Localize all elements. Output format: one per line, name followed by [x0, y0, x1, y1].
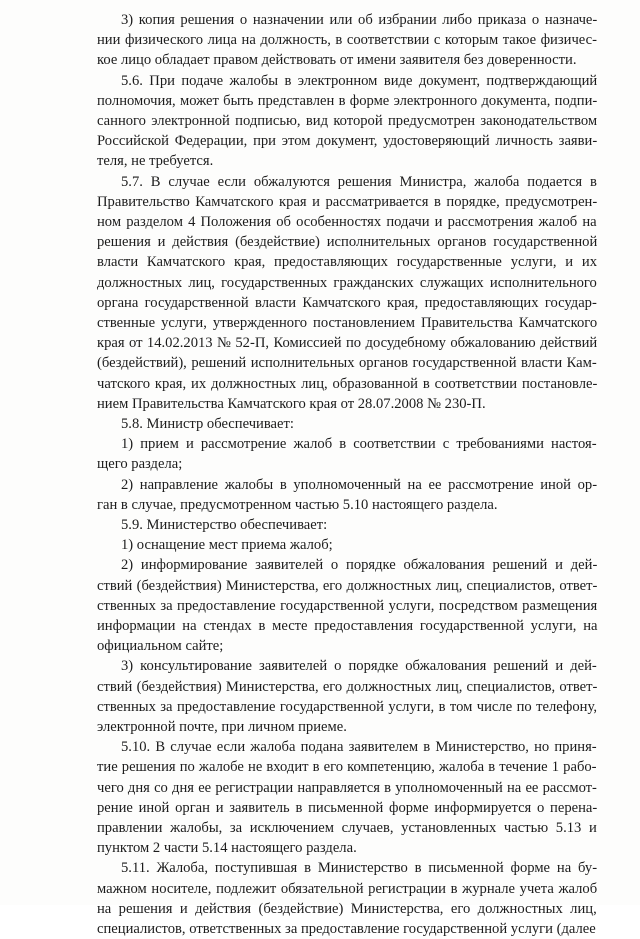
text-line-clause-5-10-2: тие решения по жалобе не входит в его компетенцию, жалоба в течение 1 рабо- [97, 759, 597, 776]
text-line-clause-5-6-5: теля, не требуется. [97, 153, 214, 170]
text-line-clause-5-7-9: края от 14.02.2013 № 52-П, Комиссией по досудебному обжалованию действий [97, 335, 598, 352]
text-line-clause-5-7-8: ственные услуги, утвержденного постановлением Правительства Камчатского [97, 315, 598, 331]
text-line-clause-5-11-3: на решения и действия (бездействие) Министерства, его должностных лиц, [97, 900, 597, 917]
text-line-item-3-copy-of-decision-3: кое лицо обладает правом действовать от имени заявителя без доверенности. [97, 52, 577, 69]
text-line-clause-5-7-5: власти Камчатского края, предоставляющих государственные услуги, и их [97, 254, 597, 271]
text-line-clause-5-9-item-2-5: официальном сайте; [97, 638, 224, 655]
text-line-clause-5-9-item-2-1: 2) информирование заявителей о порядке обжалования решений и дей- [121, 557, 598, 574]
text-line-clause-5-9-item-1-1: 1) оснащение мест приема жалоб; [121, 537, 333, 554]
text-line-clause-5-11-1: 5.11. Жалоба, поступившая в Министерство в письменной форме на бу- [121, 860, 598, 877]
text-line-item-3-copy-of-decision-1: 3) копия решения о назначении или об избрании либо приказа о назначе- [121, 12, 598, 28]
text-line-clause-5-9-item-3-1: 3) консультирование заявителей о порядке обжалования решений и дей- [121, 658, 597, 675]
text-line-clause-5-6-3: санного электронной подписью, вид которой предусмотрен законодательством [97, 113, 598, 129]
text-line-clause-5-7-12: нием Правительства Камчатского края от 28.07.2008 № 230-П. [97, 395, 486, 412]
text-line-clause-5-11-4: специалистов, ответственных за предоставление государственной услуги (далее [97, 921, 596, 937]
text-line-clause-5-8-item-2-1: 2) направление жалобы в уполномоченный на ее рассмотрение иной ор- [121, 476, 598, 493]
text-line-clause-5-10-4: рение иной орган и заявитель в письменной форме информируется о перена- [97, 799, 598, 816]
text-line-clause-5-7-7: органа государственной власти Камчатского края, предоставляющих государ- [97, 294, 597, 311]
text-line-clause-5-7-6: должностных лиц, государственных гражданских служащих исполнительного [97, 274, 597, 291]
text-line-clause-5-8-1: 5.8. Министр обеспечивает: [121, 416, 294, 432]
text-line-clause-5-8-item-2-2: ган в случае, предусмотренном частью 5.10 настоящего раздела. [97, 496, 498, 513]
text-line-clause-5-6-1: 5.6. При подаче жалобы в электронном виде документ, подтверждающий [121, 72, 598, 89]
text-line-clause-5-9-item-2-3: ственных за предоставление государственной услуги, посредством размещения [97, 597, 598, 614]
text-line-clause-5-9-item-3-2: ствий (бездействия) Министерства, его должностных лиц, специалистов, ответ- [97, 678, 598, 695]
text-line-clause-5-8-item-1-1: 1) прием и рассмотрение жалоб в соответствии с требованиями настоя- [121, 436, 597, 453]
text-line-clause-5-11-2: мажном носителе, подлежит обязательной регистрации в журнале учета жалоб [97, 880, 598, 897]
text-line-clause-5-10-3: чего дня со дня ее регистрации направляется в уполномоченный на ее рассмот- [97, 779, 597, 796]
text-line-clause-5-6-2: полномочия, может быть представлен в форме электронного документа, подпи- [97, 92, 598, 109]
text-line-clause-5-7-3: ном разделом 4 Положения об особенностях подачи и рассмотрения жалоб на [97, 214, 597, 230]
text-line-item-3-copy-of-decision-2: нии физического лица на должность, в соответствии с которым такое физичес- [97, 32, 597, 49]
text-line-clause-5-7-11: чатского края, их должностных лиц, образованной в соответствии постановле- [97, 375, 598, 392]
text-line-clause-5-7-2: Правительство Камчатского края и рассматривается в порядке, предусмотрен- [97, 193, 598, 210]
text-line-clause-5-10-1: 5.10. В случае если жалоба подана заявителем в Министерство, но приня- [121, 739, 597, 756]
text-line-clause-5-10-6: пунктом 2 части 5.14 настоящего раздела. [97, 840, 357, 857]
text-line-clause-5-7-1: 5.7. В случае если обжалуются решения Министра, жалоба подается в [121, 173, 597, 190]
text-line-clause-5-9-item-3-3: ственных за предоставление государственной услуги, в том числе по телефону, [97, 698, 597, 715]
text-line-clause-5-9-1: 5.9. Министерство обеспечивает: [121, 517, 328, 533]
text-line-clause-5-9-item-3-4: электронной почте, при личном приеме. [97, 719, 347, 735]
text-line-clause-5-9-item-2-4: информации на стендах в месте предоставления государственной услуги, на [97, 618, 598, 634]
text-line-clause-5-8-item-1-2: щего раздела; [97, 456, 183, 473]
text-line-clause-5-9-item-2-2: ствий (бездействия) Министерства, его должностных лиц, специалистов, ответ- [97, 577, 598, 594]
text-line-clause-5-6-4: Российской Федерации, при этом документ, удостоверяющий личность заяви- [97, 133, 598, 150]
text-line-clause-5-10-5: правлении жалобы, за исключением случаев, установленных частью 5.13 и [97, 820, 597, 836]
text-line-clause-5-7-10: (бездействий), решений исполнительных органов государственной власти Кам- [97, 355, 597, 372]
text-line-clause-5-7-4: решения и действия (бездействие) исполнительных органов государственной [97, 234, 598, 251]
